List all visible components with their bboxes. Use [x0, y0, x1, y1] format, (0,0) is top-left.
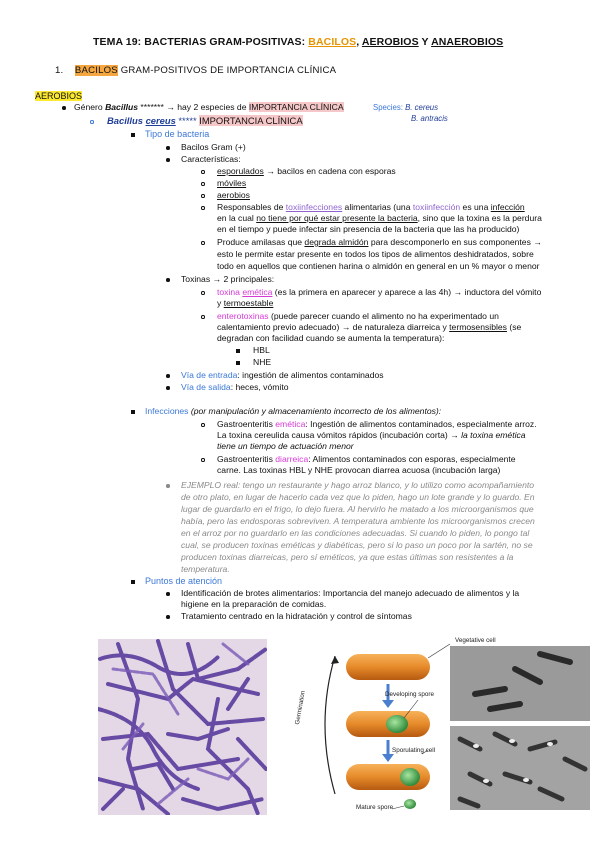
cereus-name2: cereus — [145, 115, 176, 126]
ejemplo-line: en el arroz por no guardarlo en las condiciones adecuadas. Si cuando lo piden, lo pongo tal — [181, 528, 530, 538]
resp-1a: Responsables de — [217, 202, 286, 212]
bullet-dot-icon — [166, 592, 170, 596]
emetica-line-1 — [217, 287, 541, 298]
aerobios-heading — [35, 91, 82, 102]
bullet-dot-icon — [166, 615, 170, 619]
infecciones-heading — [145, 406, 441, 417]
hbl-item: HBL — [253, 345, 270, 355]
title-bacilos: BACILOS — [308, 36, 357, 48]
label-developing: Developing spore — [385, 691, 435, 698]
ent-line-2 — [217, 322, 521, 333]
bullet-circle-icon — [201, 423, 205, 427]
ejemplo-line: producen toxinas diarreicas, pero sí eméticos, ya que estas últimas son resistentes a la — [181, 552, 514, 562]
esporulados-line — [217, 166, 396, 177]
bullet-circle-icon — [201, 182, 205, 186]
caract-line: Características: — [181, 154, 241, 164]
species-label: Species: — [373, 103, 406, 112]
aerobios-word: aerobios — [217, 190, 250, 200]
resp-2c: , sino que la toxina es la perdura — [417, 213, 542, 223]
bullet-dot-icon — [166, 158, 170, 162]
via-entrada — [181, 370, 384, 381]
amil-line-3: todo en aquellos que contienen harina o almidón en general en un % mayor o menor — [217, 261, 540, 271]
puntos-heading — [145, 576, 222, 587]
bacilli-chains-image — [98, 639, 267, 815]
puntos-1-line-1: Identificación de brotes alimentarios: Importancia del manejo adecuado de alimentos y la — [181, 588, 520, 598]
ent-2b: termosensibles — [449, 322, 507, 332]
amil-1a: Produce amilasas que — [217, 237, 305, 247]
resp-line-3: en el tiempo y puede infectar sin presencia de la bacteria que las ha producido) — [217, 224, 520, 234]
label-vegetative: Vegetative cell — [455, 637, 496, 644]
cereus-line — [107, 115, 303, 126]
g1-2a: La toxina cereulida causa vómitos rápidos (incubación corta) → — [217, 430, 462, 440]
amil-1c: para descomponerlo en sus componentes → — [368, 237, 542, 247]
via-salida — [181, 382, 288, 393]
ejemplo-line: EJEMPLO real: tengo un restaurante y hago arroz blanco, y lo utilizo como acompañamiento — [181, 480, 535, 490]
toxinas-heading: Toxinas → 2 principales: — [181, 274, 275, 284]
species-cereus: B. cereus — [405, 103, 439, 112]
g1-line-2 — [217, 430, 526, 441]
bullet-circle-icon — [201, 206, 205, 210]
bullet-dot-icon — [166, 278, 170, 282]
page-title — [93, 37, 503, 48]
emetica-line-2 — [217, 298, 273, 309]
tipo-heading — [145, 129, 209, 140]
esporulados-word: esporulados — [217, 166, 264, 176]
title-anaerobios: ANAEROBIOS — [431, 36, 504, 48]
bullet-square-icon — [236, 349, 240, 353]
bullet-circle-icon — [201, 170, 205, 174]
nhe-item: NHE — [253, 357, 272, 367]
ent-1a: enterotoxinas — [217, 311, 269, 321]
ent-2c: (se — [506, 322, 522, 332]
bullet-dot-icon — [166, 146, 170, 150]
genero-highlight: IMPORTANCIA CLÍNICA — [248, 102, 344, 112]
em-2a: y — [217, 298, 224, 308]
puntos-1-line-2: higiene en la preparación de comidas. — [181, 599, 327, 609]
g1-line-1 — [217, 419, 537, 430]
gram-stain-micrograph — [98, 639, 267, 815]
genero-stars: ******* — [138, 102, 167, 112]
puntos-heading-text: Puntos de atención — [145, 576, 223, 586]
em-1c: (es la primera en aparecer y aparece a las 4h) → inductora del vómito — [272, 287, 542, 297]
g1-line-3: tiene un tiempo de actuación menor — [217, 441, 354, 451]
species-note — [373, 102, 438, 113]
ent-1b: (puede parecer cuando el alimento no ha experimentado un — [268, 311, 499, 321]
ejemplo-line: temperatura. — [181, 564, 230, 574]
amil-line-1 — [217, 237, 542, 248]
bullet-circle-icon — [201, 315, 205, 319]
section-number: 1. — [55, 65, 64, 76]
sporulation-illustration — [300, 634, 592, 812]
g2-line-1 — [217, 454, 516, 465]
ent-line-1 — [217, 311, 499, 322]
cereus-name1: Bacillus — [107, 115, 146, 126]
g2-1a: Gastroenteritis — [217, 454, 276, 464]
g2-1b: diarreica — [275, 454, 309, 464]
via-salida-label: Vía de salida — [181, 382, 231, 392]
tipo-heading-text: Tipo de bacteria — [145, 129, 210, 139]
bullet-circle-icon — [90, 120, 94, 124]
resp-1f: infección — [490, 202, 525, 212]
gram-line: Bacilos Gram (+) — [181, 142, 246, 152]
g1-2b: la toxina emética — [461, 430, 526, 440]
cereus-highlight: IMPORTANCIA CLÍNICA — [199, 115, 303, 126]
g1-1b: emética — [275, 419, 306, 429]
resp-line-2 — [217, 213, 542, 224]
infecciones-label: Infecciones — [145, 406, 189, 416]
via-entrada-text: : ingestión de alimentos contaminados — [237, 370, 384, 380]
via-entrada-label: Vía de entrada — [181, 370, 238, 380]
bullet-dot-icon — [166, 484, 170, 488]
resp-1d: toxiinfección — [412, 202, 461, 212]
bullet-square-icon — [131, 580, 135, 584]
genero-prefix: Género — [74, 102, 106, 112]
genero-line — [74, 102, 344, 113]
resp-2b: no tiene por qué estar presente la bacteria — [256, 213, 418, 223]
genero-name: Bacillus — [105, 102, 139, 112]
amil-1b: degrada almidón — [304, 237, 369, 247]
via-salida-text: : heces, vómito — [230, 382, 289, 392]
section-heading — [55, 65, 336, 76]
label-mature: Mature spore — [356, 804, 394, 811]
genero-mid: → hay 2 especies de — [166, 102, 249, 112]
title-sep1: , — [356, 36, 362, 48]
resp-line-1 — [217, 202, 525, 213]
g2-1c: : Alimentos contaminados con esporas, especialmente — [308, 454, 516, 464]
resp-1b: toxiinfecciones — [285, 202, 343, 212]
bullet-dot-icon — [166, 374, 170, 378]
section-rest: GRAM-POSITIVOS DE IMPORTANCIA CLÍNICA — [117, 65, 337, 76]
resp-1c: alimentarias (una — [342, 202, 413, 212]
em-1b: emética — [242, 287, 273, 297]
moviles-line — [217, 178, 246, 189]
bullet-circle-icon — [201, 291, 205, 295]
title-sep2: Y — [418, 36, 432, 48]
moviles-word: móviles — [217, 178, 247, 188]
em-1a: toxina — [217, 287, 243, 297]
esporulados-rest: → bacilos en cadena con esporas — [263, 166, 396, 176]
bullet-circle-icon — [201, 458, 205, 462]
section-highlight: BACILOS — [74, 65, 118, 76]
aerobios-label: AEROBIOS — [35, 91, 83, 101]
cereus-stars: ***** — [175, 115, 197, 126]
sporulation-diagram — [294, 634, 592, 812]
resp-1e: es una — [460, 202, 491, 212]
puntos-2: Tratamiento centrado en la hidratación y control de síntomas — [181, 611, 412, 621]
title-prefix: TEMA 19: BACTERIAS GRAM-POSITIVAS: — [93, 36, 309, 48]
ejemplo-line: cual, se producen toxinas eméticas y diabéticas, pero si lo paso un poco por la sartén, no se — [181, 540, 533, 550]
ent-line-3: degradan con facilidad cuando se aumenta la temperatura): — [217, 333, 445, 343]
bullet-square-icon — [131, 410, 135, 414]
title-aerobios: AEROBIOS — [361, 36, 419, 48]
bullet-square-icon — [131, 133, 135, 137]
bullet-circle-icon — [201, 194, 205, 198]
resp-2a: en la cual — [217, 213, 257, 223]
em-2b: termoestable — [223, 298, 274, 308]
ejemplo-line: lugar de guardarlo en el frigo, lo dejo fuera. Al hervirlo he matado a los microorganismos que — [181, 504, 534, 514]
g1-1a: Gastroenteritis — [217, 419, 276, 429]
ent-2a: calentamiento previo adecuado) → de naturaleza diarreica y — [217, 322, 450, 332]
g2-line-2: carne. Las toxinas HBL y NHE provocan diarrea acuosa (incubación larga) — [217, 465, 501, 475]
infecciones-text: (por manipulación y almacenamiento incorrecto de los alimentos): — [188, 406, 442, 416]
bullet-dot-icon — [62, 106, 66, 110]
amil-line-2: esto le permite estar presente en todos los tipos de alimentos deshidratados, sobre — [217, 249, 534, 259]
aerobios-line — [217, 190, 250, 201]
label-germination: Germination — [294, 690, 307, 726]
bullet-circle-icon — [201, 241, 205, 245]
ejemplo-line: de otro plato, en lugar de hacerlo cada vez que lo piden, hago un lote grande y lo guardo. En — [181, 492, 535, 502]
g1-1c: : Ingestión de alimentos contaminados, especialmente arroz. — [305, 419, 537, 429]
label-sporulating: Sporulating cell — [392, 747, 436, 754]
species-note-2 — [411, 113, 448, 124]
bullet-square-icon — [236, 361, 240, 365]
ejemplo-line: había, pero las endosporas sobreviven. A temperatura ambiente los microorganismos crecen — [181, 516, 535, 526]
species-antracis: B. antracis — [411, 114, 448, 123]
bullet-dot-icon — [166, 386, 170, 390]
